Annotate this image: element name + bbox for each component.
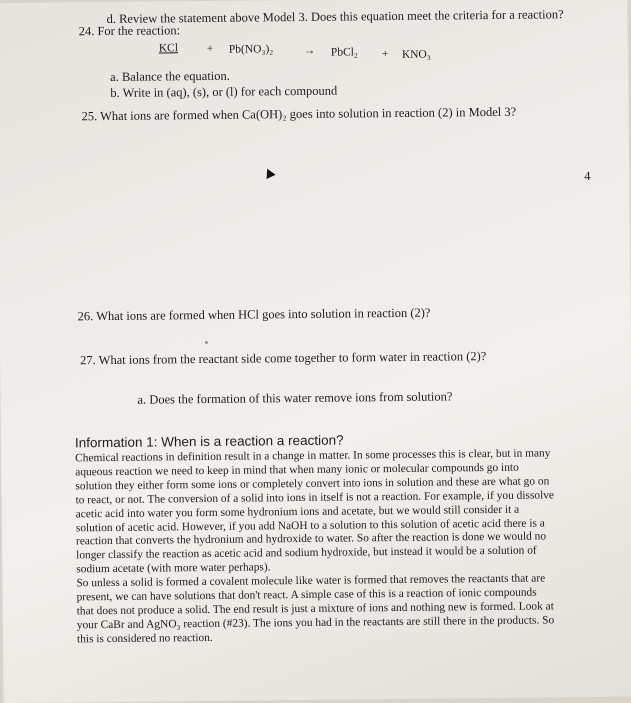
info-title: Information 1: When is a reaction a reaction? bbox=[74, 432, 344, 451]
reaction-arrow: → bbox=[303, 44, 316, 57]
reactant-lead-nitrate: Pb(NO₃)₂ bbox=[228, 43, 274, 56]
product-lead-chloride: PbCl₂ bbox=[330, 46, 358, 59]
question-24a: a. Balance the equation. bbox=[110, 68, 230, 84]
info-paragraph-1: Chemical reactions in definition result in a change in matter. In some processes this is clear, but in many aqueous reaction we need to keep in mind that when many ionic or molecular compounds go into solution they either form some ions or completely convert into ions in solution and these are what go on to react, or not. The conversion of a solid into ions in itself is not a reaction. For example, if you dissolve acetic acid into water you form some hydronium ions and acetate, but we would still consider it a solution of acetic acid. However, if you add NaOH to a solution to this solution of acetic acid there is a reaction that converts the hydronium and hydroxide to water. So after the reaction is done we would no longer classify the reaction as acetic acid and sodium hydroxide, but instead it would be a solution of sodium acetate (with more water perhaps). bbox=[75, 447, 555, 576]
question-27: 27. What ions from the reactant side come together to form water in reaction (2)? bbox=[80, 349, 487, 368]
question-24b: b. Write in (aq), (s), or (l) for each compound bbox=[110, 83, 338, 100]
plus-sign: + bbox=[206, 42, 214, 55]
question-26: 26. What ions are formed when HCl goes into solution in reaction (2)? bbox=[77, 305, 431, 324]
mouse-cursor-icon bbox=[263, 167, 276, 179]
speck-mark bbox=[205, 341, 208, 344]
question-25: 25. What ions are formed when Ca(OH)₂ goes into solution in reaction (2) in Model 3? bbox=[81, 104, 517, 124]
question-27a: a. Does the formation of this water remove ions from solution? bbox=[137, 389, 453, 407]
question-24: 24. For the reaction: bbox=[78, 23, 181, 39]
reactant-kcl: KCl bbox=[158, 42, 179, 55]
info-paragraph-2: So unless a solid is formed a covalent molecule like water is formed that removes the reactants that are present, we can have solutions that don't react. A simple case of this is a reaction of ionic compounds that does not produce a solid. The end result is just a mixture of ions and nothing new is formed. Look at your CaBr and AgNO₃ reaction (#23). The ions you had in the reactants are still there in the products. So this is considered no reaction. bbox=[76, 572, 555, 646]
question-d: d. Review the statement above Model 3. Does this equation meet the criteria for a reaction? bbox=[106, 7, 564, 27]
info-text bbox=[75, 447, 557, 647]
product-potassium-nitrate: KNO₃ bbox=[401, 48, 431, 61]
plus-sign: + bbox=[381, 48, 389, 61]
page-number: 4 bbox=[584, 168, 591, 184]
